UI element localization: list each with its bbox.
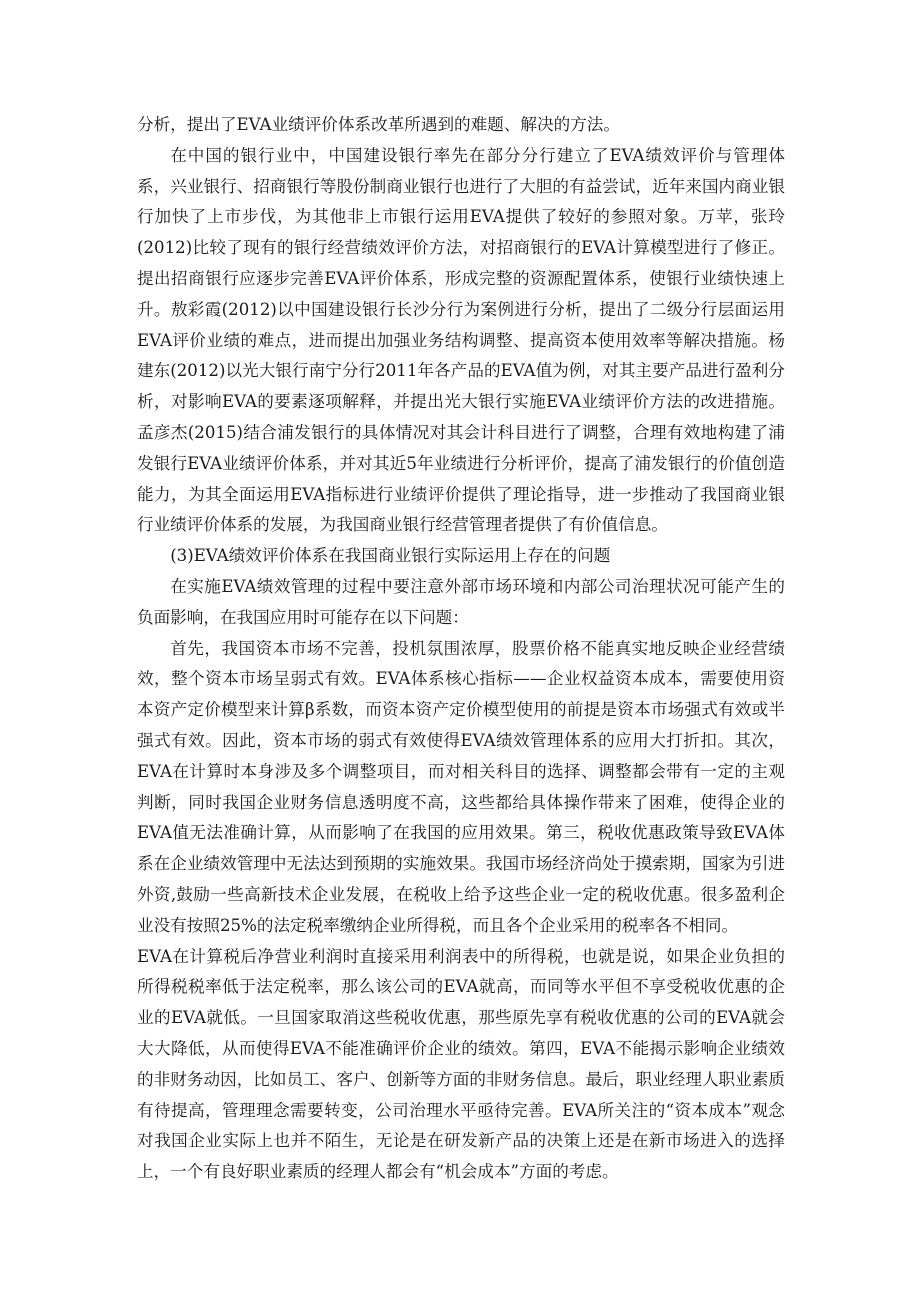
paragraph-bank-industry-review: 在中国的银行业中，中国建设银行率先在部分分行建立了EVA绩效评价与管理体系，兴业银行、招商银行等股份制商业银行也进行了大胆的有益尝试，近年来国内商业银行加快了上市步伐，为其他非上市银行运用EVA提供了较好的参照对象。万苹，张玲(2012)比较了现有的银行经营绩效评价方法，对招商银行的EVA计算模型进行了修正。提出招商银行应逐步完善EVA评价体系，形成完整的资源配置体系，使银行业绩快速上升。敖彩霞(2012)以中国建设银行长沙分行为案例进行分析，提出了二级分行层面运用EVA评价业绩的难点，进而提出加强业务结构调整、提高资本使用效率等解决措施。杨建东(2012)以光大银行南宁分行2011年各产品的EVA值为例，对其主要产品进行盈利分析，对影响EVA的要素逐项解释，并提出光大银行实施EVA业绩评价方法的改进措施。孟彦杰(2015)结合浦发银行的具体情况对其会计科目进行了调整，合理有效地构建了浦发银行EVA业绩评价体系，并对其近5年业绩进行分析评价，提高了浦发银行的价值创造能力，为其全面运用EVA指标进行业绩评价提供了理论指导，进一步推动了我国商业银行业绩评价体系的发展，为我国商业银行经营管理者提供了有价值信息。	[137, 145, 785, 535]
paragraph-problems-continued: EVA在计算税后净营业利润时直接采用利润表中的所得税，也就是说，如果企业负担的所得税税率低于法定税率，那么该公司的EVA就高，而同等水平但不享受税收优惠的企业的EVA就低。一旦国家取消这些税收优惠，那些原先享有税收优惠的公司的EVA就会大大降低，从而使得EVA不能准确评价企业的绩效。第四，EVA不能揭示影响企业绩效的非财务动因，比如员工、客户、创新等方面的非财务信息。最后，职业经理人职业素质有待提高，管理理念需要转变，公司治理水平亟待完善。EVA所关注的“资本成本”观念对我国企业实际上也并不陌生，无论是在研发新产品的决策上还是在新市场进入的选择上，一个有良好职业素质的经理人都会有“机会成本”方面的考虑。	[137, 946, 785, 1182]
paragraph-problems-list: 首先，我国资本市场不完善，投机氛围浓厚，股票价格不能真实地反映企业经营绩效，整个资本市场呈弱式有效。EVA体系核心指标——企业权益资本成本，需要使用资本资产定价模型来计算β系数，而资本资产定价模型使用的前提是资本市场强式有效或半强式有效。因此，资本市场的弱式有效使得EVA绩效管理体系的应用大打折扣。其次，EVA在计算时本身涉及多个调整项目，而对相关科目的选择、调整都会带有一定的主观判断，同时我国企业财务信息透明度不高，这些都给具体操作带来了困难，使得企业的EVA值无法准确计算，从而影响了在我国的应用效果。第三，税收优惠政策导致EVA体系在企业绩效管理中无法达到预期的实施效果。我国市场经济尚处于摸索期，国家为引进外资,鼓励一些高新技术企业发展，在税收上给予这些企业一定的税收优惠。很多盈利企业没有按照25%的法定税率缴纳企业所得税，而且各个企业采用的税率各不相同。	[137, 638, 785, 935]
section-heading: (3)EVA绩效评价体系在我国商业银行实际运用上存在的问题	[170, 546, 611, 566]
paragraph-intro-problems: 在实施EVA绩效管理的过程中要注意外部市场环境和内部公司治理状况可能产生的负面影响，在我国应用时可能存在以下问题：	[137, 576, 785, 627]
document-body	[137, 110, 785, 1188]
paragraph-continuation: 分析，提出了EVA业绩评价体系改革所遇到的难题、解决的方法。	[137, 115, 620, 134]
